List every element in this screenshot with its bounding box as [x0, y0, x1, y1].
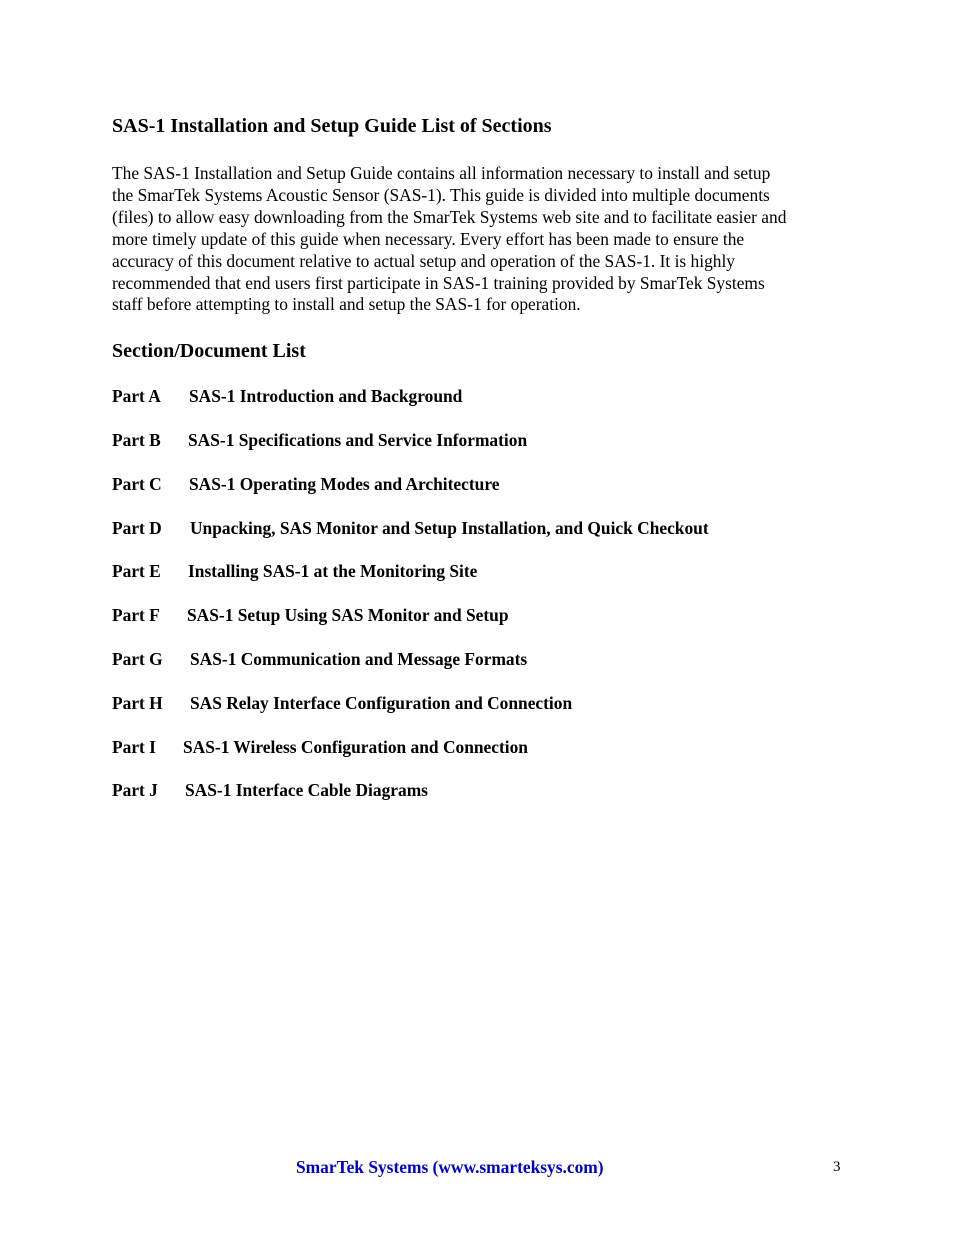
part-title: SAS-1 Wireless Configuration and Connection — [183, 737, 528, 757]
intro-line: accuracy of this document relative to actual setup and operation of the SAS-1. It is highly — [112, 250, 735, 271]
part-list-item — [112, 779, 428, 801]
part-label: Part E — [112, 561, 161, 581]
part-list-item — [112, 560, 478, 582]
part-title: SAS Relay Interface Configuration and Connection — [190, 693, 573, 713]
intro-line: recommended that end users first participate in SAS-1 training provided by SmarTek Systems — [112, 272, 765, 293]
part-label: Part A — [112, 386, 161, 406]
part-title: SAS-1 Introduction and Background — [189, 386, 463, 406]
part-title: SAS-1 Interface Cable Diagrams — [185, 780, 428, 800]
part-title: Installing SAS-1 at the Monitoring Site — [188, 561, 478, 581]
part-list-item — [112, 385, 463, 407]
intro-line: the SmarTek Systems Acoustic Sensor (SAS-1). This guide is divided into multiple documents — [112, 184, 770, 205]
intro-line: staff before attempting to install and setup the SAS-1 for operation. — [112, 294, 581, 315]
intro-line: more timely update of this guide when necessary. Every effort has been made to ensure the — [112, 228, 745, 249]
part-label: Part B — [112, 430, 161, 450]
part-title: SAS-1 Specifications and Service Information — [188, 430, 528, 450]
part-label: Part I — [112, 737, 156, 757]
part-list-item — [112, 473, 500, 495]
part-title: Unpacking, SAS Monitor and Setup Installation, and Quick Checkout — [190, 518, 709, 538]
intro-line: (files) to allow easy downloading from the SmarTek Systems web site and to facilitate easier and — [112, 206, 787, 227]
part-list-item — [112, 604, 509, 626]
intro-line: The SAS-1 Installation and Setup Guide contains all information necessary to install and setup — [112, 163, 771, 183]
part-label: Part H — [112, 693, 163, 713]
part-title: SAS-1 Operating Modes and Architecture — [189, 474, 500, 494]
part-title: SAS-1 Communication and Message Formats — [190, 649, 528, 669]
part-label: Part D — [112, 518, 162, 538]
part-label: Part J — [112, 780, 158, 800]
part-label: Part G — [112, 649, 163, 669]
intro-paragraph — [112, 163, 852, 316]
part-list-item — [112, 517, 709, 539]
part-label: Part C — [112, 474, 162, 494]
part-list-item — [112, 692, 573, 714]
part-title: SAS-1 Setup Using SAS Monitor and Setup — [187, 605, 509, 625]
footer-company-link[interactable]: SmarTek Systems (www.smarteksys.com) — [296, 1157, 604, 1177]
page-number: 3 — [833, 1159, 841, 1175]
section-heading: Section/Document List — [112, 340, 306, 362]
part-label: Part F — [112, 605, 160, 625]
page-title: SAS-1 Installation and Setup Guide List of Sections — [112, 115, 552, 137]
part-list-item — [112, 736, 528, 758]
part-list-item — [112, 648, 528, 670]
part-list-item — [112, 429, 528, 451]
